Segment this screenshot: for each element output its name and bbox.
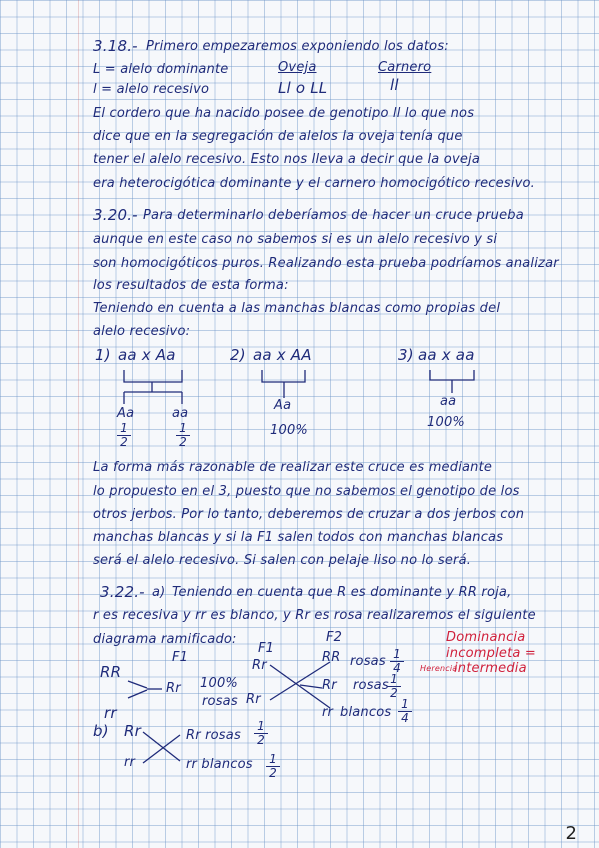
cross-2-percent: 100% [270,423,308,438]
carnero-genotype: ll [390,76,399,94]
label-322-b: b) [93,722,109,740]
label-f1-b: F1 [258,641,275,656]
b-offspring-1: Rr rosas [186,728,241,743]
parent-rr-dominant: RR [100,663,122,681]
cross-1-fraction-1: $\frac{1}{2}$ [117,422,131,449]
b-parent-2: rr [124,755,136,770]
f2-phenotype-3: blancos [340,705,392,720]
f1-percent: 100% [200,676,238,691]
text-320-p3: son homocigóticos puros. Realizando esta prueba podríamos analizar [93,256,559,271]
text-320-p4: los resultados de esta forma: [93,278,289,293]
cross-3: aa x aa [418,346,475,364]
text-320-q4: manchas blancas y si la F1 salen todos con manchas blancas [93,530,504,545]
text-318-p2: dice que en la segregación de alelos la oveja tenía que [93,129,463,144]
text-318-p3: tener el alelo recesivo. Esto nos lleva a decir que la oveja [93,152,481,167]
page-margin-line [78,0,79,848]
b-fraction-1: $\frac{1}{2}$ [254,720,268,747]
note-incompleta: incompleta = [446,646,536,661]
note-dominancia: Dominancia [446,630,526,645]
f2-fraction-2: $\frac{1}{2}$ [387,673,401,700]
f2-genotype-1: RR [322,650,341,665]
f2-phenotype-1: rosas [350,654,386,669]
text-320-q5: será el alelo recesivo. Si salen con pelaje liso no lo será. [93,553,472,568]
f1-phenotype: rosas [202,694,238,709]
text-322-p1: Teniendo en cuenta que R es dominante y RR roja, [172,585,512,600]
cross-3-label: 3) [398,346,414,364]
text-318-line1: Primero empezaremos exponiendo los datos: [146,39,449,54]
text-320-q1: La forma más razonable de realizar este cruce es mediante [93,460,493,475]
text-320-p6: alelo recesivo: [93,324,191,339]
text-320-p5: Teniendo en cuenta a las manchas blancas como propias del [93,301,501,316]
f2-genotype-2: Rr [322,678,337,693]
b-fraction-2: $\frac{1}{2}$ [266,753,280,780]
parent-rr-recessive: rr [104,704,117,722]
cross-1-result-2: aa [172,406,189,421]
text-318-p4: era heterocigótica dominante y el carnero homocigótico recesivo. [93,176,536,191]
text-318-l1: L = alelo dominante [93,62,229,77]
text-320-p1: Para determinarlo deberíamos de hacer un cruce prueba [143,208,524,223]
f2-fraction-3: $\frac{1}{4}$ [398,698,412,725]
label-f2: F2 [326,630,343,645]
cross-2-result: Aa [274,398,292,413]
label-322-a: a) [152,585,166,600]
cross-1-result-1: Aa [117,406,135,421]
cross-1-label: 1) [95,346,111,364]
heading-318: 3.18.- [93,37,138,55]
f2-parent-2: Rr [246,692,261,707]
note-herencia: Herencia [420,664,458,673]
text-322-p2: r es recesiva y rr es blanco, y Rr es rosa realizaremos el siguiente [93,608,536,623]
cross-2-label: 2) [230,346,246,364]
text-322-p3: diagrama ramificado: [93,632,237,647]
cross-1: aa x Aa [118,346,176,364]
cross-3-result: aa [440,394,457,409]
page-number: 2 [565,823,577,844]
note-intermedia: intermedia [454,661,527,676]
text-318-p1: El cordero que ha nacido posee de genotipo ll lo que nos [93,106,475,121]
b-parent-1: Rr [124,722,141,740]
text-318-l2: l = alelo recesivo [93,82,210,97]
f1-genotype: Rr [166,681,181,696]
f2-parent-1: Rr [252,658,267,673]
b-offspring-2: rr blancos [186,757,253,772]
text-320-q2: lo propuesto en el 3, puesto que no sabemos el genotipo de los [93,484,520,499]
oveja-genotype: Ll o LL [278,79,328,97]
heading-322: 3.22.- [100,583,145,601]
text-320-q3: otros jerbos. Por lo tanto, deberemos de cruzar a dos jerbos con [93,507,525,522]
cross-3-percent: 100% [427,415,465,430]
label-oveja: Oveja [278,60,317,75]
f2-fraction-1: $\frac{1}{4}$ [390,648,404,675]
text-320-p2: aunque en este caso no sabemos si es un alelo recesivo y si [93,232,498,247]
label-f1-a: F1 [172,650,189,665]
cross-1-fraction-2: $\frac{1}{2}$ [176,422,190,449]
label-carnero: Carnero [378,60,432,75]
heading-320: 3.20.- [93,206,138,224]
cross-2: aa x AA [253,346,312,364]
f2-phenotype-2: rosas [353,678,389,693]
f2-genotype-3: rr [322,705,334,720]
